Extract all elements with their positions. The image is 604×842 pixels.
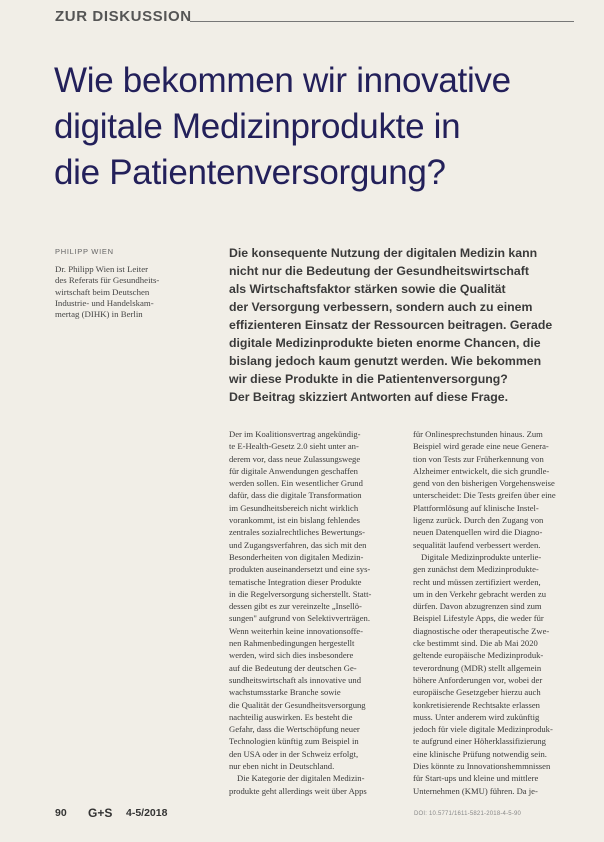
- body-column-2: [413, 428, 583, 797]
- body-line: sequalität laufend verbessert werden.: [413, 539, 541, 550]
- bio-line: Dr. Philipp Wien ist Leiter: [55, 264, 149, 274]
- body-line: ligenz zurück. Durch den Zugang von: [413, 515, 544, 526]
- bio-line: des Referats für Gesundheits-: [55, 275, 160, 286]
- section-rule: [190, 21, 574, 22]
- body-line: nachteilig auswirken. Es besteht die: [229, 711, 353, 722]
- body-line: cke bestimmt sind. Die ab Mai 2020: [413, 638, 538, 649]
- body-line: für Onlinesprechstunden hinaus. Zum: [413, 429, 543, 439]
- body-line: werden, wird sich dies insbesondere: [229, 650, 354, 661]
- body-line: produkten auseinandersetzt und eine sys-: [229, 564, 371, 575]
- body-line: Unternehmen (KMU) führen. Da je-: [413, 785, 538, 796]
- body-line: nen Rahmenbedingungen hergestellt: [229, 638, 355, 649]
- body-line: gend von den bisherigen Vorgehensweise: [413, 478, 555, 489]
- body-line: konkretisierende Rechtsakte erlassen: [413, 699, 540, 710]
- body-line: um in den Verkehr gebracht werden zu: [413, 588, 546, 599]
- journal-name: G+S: [88, 806, 113, 820]
- lead-line: Die konsequente Nutzung der digitalen Medizin kann: [229, 246, 538, 260]
- body-line: Dies könnte zu Innovationshemmnissen: [413, 761, 551, 772]
- body-line: te aufgrund einer Höherklassifizierung: [413, 736, 546, 747]
- body-line: den USA oder in der Schweiz erfolgt,: [229, 748, 359, 759]
- body-line: derem vor, dass neue Zulassungswege: [229, 453, 361, 464]
- body-line: für digitale Anwendungen geschaffen: [229, 465, 358, 476]
- author-bio: [55, 264, 215, 320]
- body-line: Plattformlösung auf klinische Instel-: [413, 502, 539, 513]
- body-line: te E-Health-Gesetz 2.0 sieht unter an-: [229, 441, 359, 452]
- body-line: muss. Unter anderem wird zukünftig: [413, 711, 540, 722]
- body-line: auf die Bedeutung der deutschen Ge-: [229, 662, 357, 673]
- body-line: Der im Koalitionsvertrag angekündig-: [229, 429, 361, 439]
- body-line: europäische Gesetzgeber hierzu auch: [413, 687, 541, 698]
- body-line: neuen Datenquellen wird die Diagno-: [413, 527, 543, 538]
- body-line: unterscheidet: Die Tests greifen über eine: [413, 490, 556, 501]
- issue-number: 4-5/2018: [126, 807, 168, 819]
- page-number: 90: [55, 807, 67, 819]
- body-line: im Gesundheitsbereich nicht wirklich: [229, 502, 359, 513]
- lead-line: Der Beitrag skizziert Antworten auf diese Frage.: [229, 390, 509, 404]
- body-line: Besonderheiten von digitalen Medizin-: [229, 551, 364, 562]
- body-line: und Zugangsverfahren, das sich mit den: [229, 539, 367, 550]
- body-line: werden sollen. Ein wesentlicher Grund: [229, 478, 363, 489]
- author-name: PHILIPP WIEN: [55, 247, 114, 256]
- body-line: wachstumsstarke Branche sowie: [229, 687, 341, 698]
- body-line: Alzheimer entwickelt, die sich grundle-: [413, 465, 550, 476]
- body-line: Technologien künftig zum Beispiel in: [229, 736, 359, 747]
- body-line: Beispiel Lifestyle Apps, die weder für: [413, 613, 544, 624]
- body-line: recht und müssen zertifiziert werden,: [413, 576, 541, 587]
- lead-line: nicht nur die Bedeutung der Gesundheitswirtschaft: [229, 264, 529, 278]
- body-line: Wenn weiterhin keine innovationsoffe-: [229, 625, 363, 636]
- headline-line: digitale Medizinprodukte in: [54, 107, 461, 146]
- body-line: in die Regelversorgung sicherstellt. Statt-: [229, 588, 372, 599]
- body-line: Die Kategorie der digitalen Medizin-: [237, 773, 365, 784]
- body-line: tion von Tests zur Früherkennung von: [413, 453, 544, 464]
- article-headline: [54, 58, 574, 196]
- body-line: höhere Anforderungen vor, wobei der: [413, 674, 543, 685]
- lead-line: bislang jedoch kaum genutzt werden. Wie bekommen: [229, 354, 542, 368]
- body-line: dürfen. Davon abzugrenzen sind zum: [413, 601, 542, 612]
- headline-line: Wie bekommen wir innovative: [54, 61, 511, 100]
- bio-line: mertag (DIHK) in Berlin: [55, 309, 143, 320]
- section-label: ZUR DISKUSSION: [55, 8, 192, 25]
- lead-paragraph: [229, 244, 579, 406]
- lead-line: digitale Medizinprodukte bieten enorme Chancen, die: [229, 336, 541, 350]
- body-line: eine klinische Prüfung notwendig sein.: [413, 748, 547, 759]
- body-line: dessen gibt es zur vereinzelte „Insellö-: [229, 601, 362, 612]
- body-line: Beispiel wird gerade eine neue Genera-: [413, 441, 549, 452]
- body-line: dafür, dass die digitale Transformation: [229, 490, 362, 501]
- headline-line: die Patientenversorgung?: [54, 153, 446, 192]
- body-line: diagnostische oder therapeutische Zwe-: [413, 625, 550, 636]
- lead-line: wir diese Produkte in die Patientenversorgung?: [229, 372, 508, 386]
- body-line: sungen" aufgrund von Selektivverträgen.: [229, 613, 370, 624]
- body-line: die Qualität der Gesundheitsversorgung: [229, 699, 366, 710]
- body-line: produkte geht allerdings weit über Apps: [229, 785, 367, 796]
- doi-reference: DOI: 10.5771/1611-5821-2018-4-5-90: [414, 811, 522, 817]
- body-line: nur eben nicht in Deutschland.: [229, 761, 335, 772]
- body-line: teverordnung (MDR) stellt allgemein: [413, 662, 542, 673]
- body-line: Gefahr, dass die Wertschöpfung neuer: [229, 724, 360, 735]
- body-line: tematische Integration dieser Produkte: [229, 576, 362, 587]
- lead-line: der Versorgung verbessern, sondern auch zu einem: [229, 300, 533, 314]
- lead-line: effizienteren Einsatz der Ressourcen beitragen. Gerade: [229, 318, 553, 332]
- body-line: zentrales sozialrechtliches Bewertungs-: [229, 527, 366, 538]
- body-line: gen zunächst dem Medizinprodukte-: [413, 564, 539, 575]
- body-line: für Start-ups und kleine und mittlere: [413, 773, 539, 784]
- lead-line: als Wirtschaftsfaktor stärken sowie die Qualität: [229, 282, 506, 296]
- body-line: sundheitswirtschaft als innovative und: [229, 674, 361, 685]
- body-line: jedoch für viele digitale Medizinproduk-: [413, 724, 553, 735]
- body-line: vorankommt, ist ein bislang fehlendes: [229, 515, 361, 526]
- body-line: geltende europäische Medizinproduk-: [413, 650, 544, 661]
- bio-line: wirtschaft beim Deutschen: [55, 286, 150, 297]
- body-column-1: [229, 428, 399, 797]
- body-line: Digitale Medizinprodukte unterlie-: [421, 551, 542, 562]
- bio-line: Industrie- und Handelskam-: [55, 297, 154, 308]
